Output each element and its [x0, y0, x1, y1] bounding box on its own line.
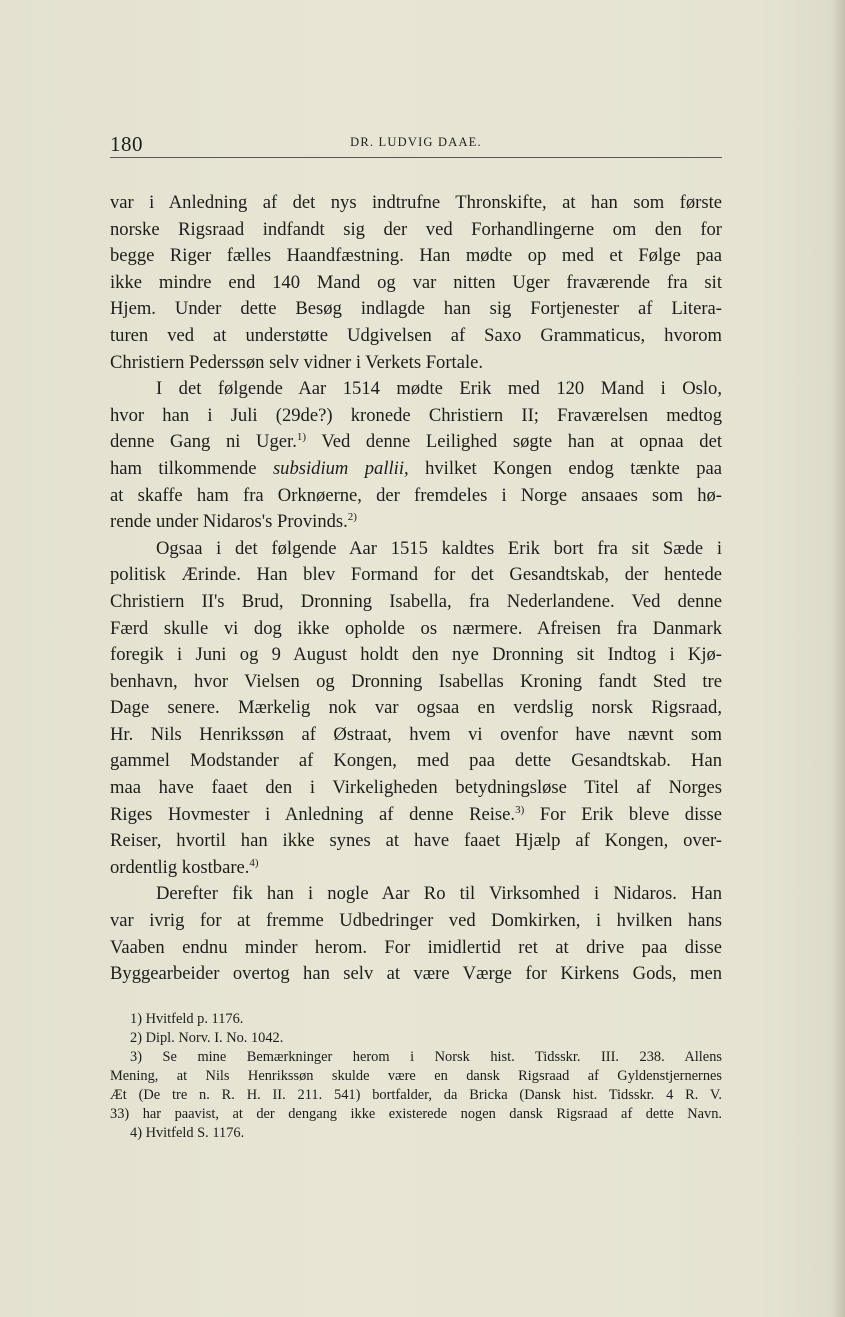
body-line: Ogsaa i det følgende Aar 1515 kaldtes Erik bort fra sit Sæde i — [156, 537, 722, 559]
body-line: Hjem. Under dette Besøg indlagde han sig Fortjenester af Litera- — [110, 298, 722, 320]
header-rule — [110, 157, 722, 158]
footnotes — [110, 1010, 722, 1143]
body-text-segment: ordentlig kostbare. — [110, 856, 250, 878]
body-text-segment: ham tilkommende — [110, 457, 273, 479]
footnote-marker: 4) — [249, 856, 259, 869]
page-header — [110, 128, 722, 160]
body-line: Vaaben endnu minder herom. For imidlertid ret at drive paa disse — [110, 936, 722, 958]
body-line: maa have faaet den i Virkeligheden betydningsløse Titel af Norges — [110, 777, 722, 799]
body-line: I det følgende Aar 1514 mødte Erik med 120 Mand i Oslo, — [156, 378, 722, 400]
body-line: Christiern II's Brud, Dronning Isabella, fra Nederlandene. Ved denne — [110, 590, 722, 612]
body-line: Reiser, hvortil han ikke synes at have faaet Hjælp af Kongen, over- — [110, 830, 722, 852]
body-line: foregik i Juni og 9 August holdt den nye Dronning sit Indtog i Kjø- — [110, 644, 722, 666]
body-line: at skaffe ham fra Orknøerne, der fremdeles i Norge ansaaes som hø- — [110, 484, 722, 506]
body-line-with-footnote — [110, 802, 722, 829]
body-text — [110, 190, 722, 988]
body-text-segment: hvilket Kongen endog tænkte paa — [408, 457, 722, 479]
body-line: Hr. Nils Henrikssøn af Østraat, hvem vi ovenfor have nævnt som — [110, 723, 722, 745]
footnote-line: 2) Dipl. Norv. I. No. 1042. — [130, 1030, 284, 1046]
footnote-line: 1) Hvitfeld p. 1176. — [130, 1011, 244, 1027]
body-line: turen ved at understøtte Udgivelsen af Saxo Grammaticus, hvorom — [110, 324, 722, 346]
body-line: var ivrig for at fremme Udbedringer ved Domkirken, i hvilken hans — [110, 910, 722, 932]
body-line: benhavn, hvor Vielsen og Dronning Isabellas Kroning fandt Sted tre — [110, 670, 722, 692]
page-number: 180 — [110, 132, 143, 156]
footnote-marker: 2) — [347, 511, 357, 524]
body-text-segment: denne Gang ni Uger. — [110, 431, 297, 453]
footnote-line: Æt (De tre n. R. H. II. 211. 541) bortfalder, da Bricka (Dansk hist. Tidsskr. 4 R. V. — [110, 1087, 722, 1103]
footnote-line: 4) Hvitfeld S. 1176. — [130, 1125, 245, 1141]
body-line: Derefter fik han i nogle Aar Ro til Virksomhed i Nidaros. Han — [156, 883, 722, 905]
body-text-segment: Riges Hovmester i Anledning af denne Reise. — [110, 803, 516, 825]
body-line: ikke mindre end 140 Mand og var nitten Uger fraværende fra sit — [110, 271, 722, 293]
body-line-with-footnote — [110, 429, 722, 456]
body-line: norske Rigsraad indfandt sig der ved Forhandlingerne om den for — [110, 218, 722, 240]
body-line: Christiern Pederssøn selv vidner i Verkets Fortale. — [110, 351, 484, 373]
body-line: gammel Modstander af Kongen, med paa dette Gesandtskab. Han — [110, 750, 722, 772]
body-line: Færd skulle vi dog ikke opholde os nærmere. Afreisen fra Danmark — [110, 617, 722, 639]
italic-term: subsidium pallii, — [272, 457, 409, 479]
body-line-with-footnote — [110, 855, 722, 882]
footnote-line: Mening, at Nils Henrikssøn skulde være en dansk Rigsraad af Gyldenstjernernes — [110, 1068, 722, 1084]
body-text-segment: rende under Nidaros's Provinds. — [110, 511, 348, 533]
footnote-marker: 1) — [296, 431, 307, 444]
body-text-segment: Ved denne Leilighed søgte han at opnaa det — [321, 431, 722, 453]
page-edge-shadow — [831, 0, 845, 1317]
body-line: hvor han i Juli (29de?) kronede Christiern II; Fraværelsen medtog — [110, 404, 722, 426]
running-head: DR. LUDVIG DAAE. — [350, 135, 482, 149]
body-line: Dage senere. Mærkelig nok var ogsaa en verdslig norsk Rigsraad, — [110, 697, 722, 719]
footnote-line: 33) har paavist, at der dengang ikke existerede nogen dansk Rigsraad af dette Navn. — [110, 1106, 722, 1122]
footnote-line: 3) Se mine Bemærkninger herom i Norsk hist. Tidsskr. III. 238. Allens — [130, 1049, 722, 1065]
footnote-marker: 3) — [515, 803, 525, 816]
body-line: begge Riger fælles Haandfæstning. Han mødte op med et Følge paa — [110, 245, 722, 267]
body-line: politisk Ærinde. Han blev Formand for det Gesandtskab, der hentede — [110, 564, 722, 586]
body-line: Byggearbeider overtog han selv at være Værge for Kirkens Gods, men — [110, 963, 722, 985]
body-line-with-footnote — [110, 509, 722, 536]
body-line: var i Anledning af det nys indtrufne Thronskifte, at han som første — [110, 192, 722, 213]
body-text-segment: For Erik bleve disse — [539, 803, 722, 825]
body-line-with-italic — [110, 456, 722, 483]
